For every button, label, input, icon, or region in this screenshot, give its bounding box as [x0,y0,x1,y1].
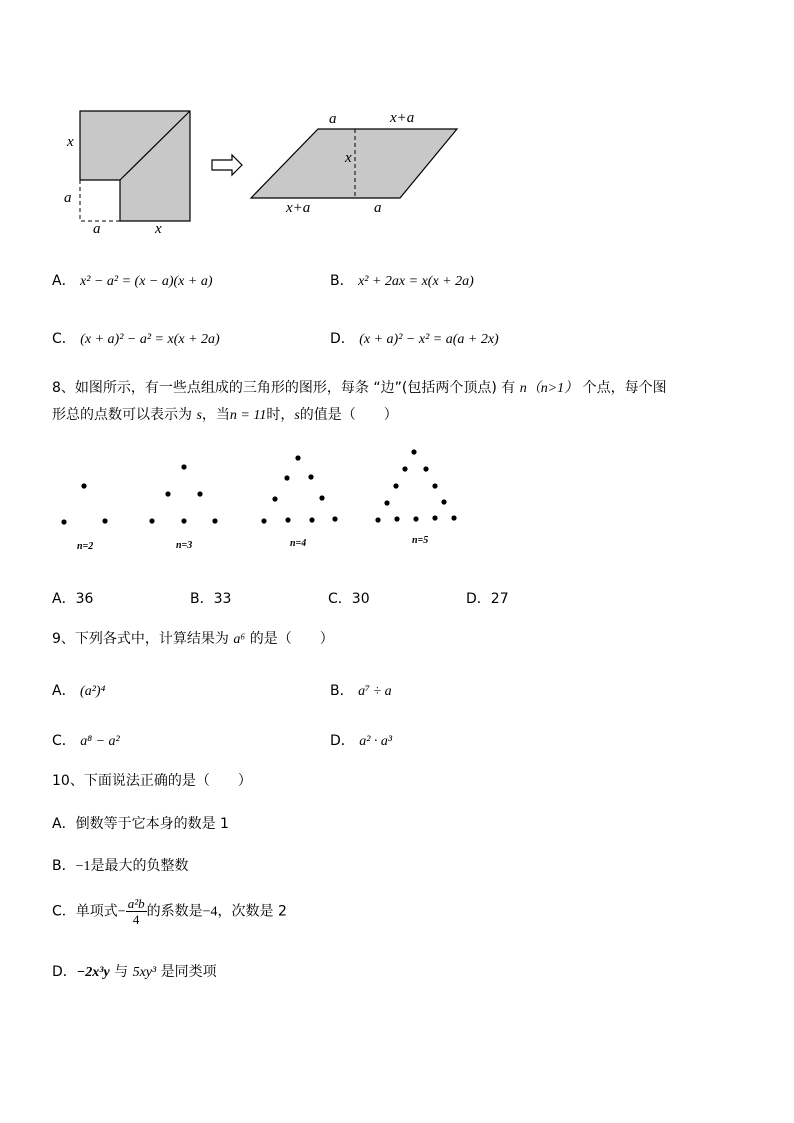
dot [102,518,107,523]
label-bottom-a-right: a [374,200,382,216]
dot [402,466,407,471]
q9-stem: 9、下列各式中，计算结果为 a⁶ 的是（ ） [52,631,334,647]
dot [432,515,437,520]
q7-option-b-expr: x² + 2ax = x(x + 2a) [358,274,474,289]
dot [393,483,398,488]
label-bottom-a: a [93,221,101,237]
dot [61,519,66,524]
q9-option-c-expr: a⁸ − a² [80,734,120,749]
label-n4: n=4 [290,538,307,549]
dot [309,517,314,522]
q8-option-a: A．36 [52,591,94,607]
dot [285,517,290,522]
q10-option-c: C．单项式− $\frac{\text{a²b}}{4}$ 的系数是−4，次数是 2 [52,896,287,927]
q7-option-d: D． (x + a)² − x² = a(a + 2x) [330,331,499,347]
label-n3: n=3 [176,540,193,551]
q8-stem-line2: 形总的点数可以表示为 s，当n = 11时，s的值是（ ） [52,407,398,423]
dot [423,466,428,471]
q8-option-d: D．27 [466,591,509,607]
dot [319,495,324,500]
q8-figure-svg [50,445,470,555]
label-n5: n=5 [412,535,429,546]
q7-option-c-expr: (x + a)² − a² = x(x + 2a) [80,332,220,347]
square-removed-dashed [80,180,120,221]
label-height-x: x [345,150,352,166]
q9-option-b: B． a⁷ ÷ a [330,683,392,699]
q9-option-c: C． a⁸ − a² [52,733,120,749]
q9-option-b-expr: a⁷ ÷ a [358,684,392,699]
dot [261,518,266,523]
dot [149,518,154,523]
dot [375,517,380,522]
dot [451,515,456,520]
dot [432,483,437,488]
dot [81,483,86,488]
dot [413,516,418,521]
dot [394,516,399,521]
dot [441,499,446,504]
q10-option-d: D．−2x³y 与 5xy³ 是同类项 [52,964,217,980]
dot [308,474,313,479]
q9-option-a: A． (a²)⁴ [52,683,106,699]
dot [197,491,202,496]
q10-stem: 10、下面说法正确的是（ ） [52,773,252,789]
q8-stem-line1: 8、如图所示，有一些点组成的三角形的图形，每条 “边”(包括两个顶点) 有 n（n>1） 个点，每个图 [52,380,667,396]
dot [272,496,277,501]
dot [181,464,186,469]
label-n2: n=2 [77,541,94,552]
label-bottom-xa: x+a [286,200,311,216]
q8-figure [50,445,470,555]
q9-option-a-expr: (a²)⁴ [80,684,106,699]
dot [284,475,289,480]
label-bottom-x: x [155,221,162,237]
q7-option-b: B． x² + 2ax = x(x + 2a) [330,273,474,289]
dot [295,455,300,460]
q7-option-d-expr: (x + a)² − x² = a(a + 2x) [359,332,499,347]
arrow-right-icon [212,155,242,175]
q8-option-c: C．30 [328,591,370,607]
label-left-x: x [67,134,74,150]
label-top-a: a [329,111,337,127]
dot [384,500,389,505]
q9-option-d: D． a² · a³ [330,733,393,749]
dot [332,516,337,521]
parallelogram [251,129,457,198]
fraction: $\frac{\text{a²b}}{4}$ [127,896,145,927]
q10-option-b: B．−1是最大的负整数 [52,858,189,874]
q8-option-b: B．33 [190,591,232,607]
q7-option-c: C． (x + a)² − a² = x(x + 2a) [52,331,220,347]
q7-option-a-expr: x² − a² = (x − a)(x + a) [80,274,213,289]
label-left-a: a [64,190,72,206]
dot [181,518,186,523]
dot [212,518,217,523]
q7-option-a: A． x² − a² = (x − a)(x + a) [52,273,213,289]
q10-option-a: A．倒数等于它本身的数是 1 [52,816,229,832]
dot [165,491,170,496]
q9-option-d-expr: a² · a³ [359,734,393,749]
label-top-xa: x+a [390,110,415,126]
dot [411,449,416,454]
